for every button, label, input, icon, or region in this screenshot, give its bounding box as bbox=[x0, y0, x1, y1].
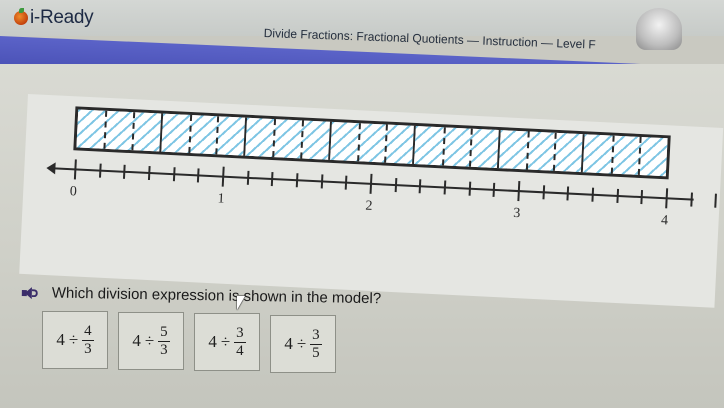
number-line-tick bbox=[444, 180, 447, 194]
avatar bbox=[636, 8, 682, 50]
number-line-tick bbox=[246, 171, 249, 185]
number-line-tick bbox=[394, 178, 397, 192]
number-line-tick bbox=[616, 189, 619, 203]
choice-whole: 4 bbox=[208, 332, 217, 351]
number-line-tick bbox=[641, 190, 644, 204]
division-sign: ÷ bbox=[220, 332, 231, 351]
brand-name: i-Ready bbox=[30, 7, 94, 28]
answer-choice-2[interactable] bbox=[118, 312, 184, 370]
numerator: 3 bbox=[236, 324, 244, 341]
number-line-tick bbox=[296, 173, 299, 187]
lesson-title: Divide Fractions: Fractional Quotients — Instruction — Level F bbox=[263, 26, 596, 52]
number-line-major-tick bbox=[665, 188, 668, 208]
number-line-tick bbox=[99, 164, 102, 178]
numerator: 5 bbox=[160, 323, 168, 340]
number-line-tick bbox=[591, 188, 594, 202]
numerator: 3 bbox=[312, 326, 320, 343]
denominator: 3 bbox=[160, 341, 168, 358]
number-line-label: 3 bbox=[512, 205, 521, 222]
choice-fraction bbox=[82, 324, 94, 357]
denominator: 3 bbox=[84, 340, 92, 357]
question-text: Which division expression is shown in the model? bbox=[51, 284, 382, 308]
arrow-left-icon bbox=[46, 162, 56, 174]
answer-choices bbox=[42, 311, 336, 369]
division-sign: ÷ bbox=[68, 330, 79, 349]
number-line-tick bbox=[173, 167, 176, 181]
number-line-label: 2 bbox=[365, 198, 373, 214]
number-line-tick bbox=[567, 186, 570, 200]
fraction-bar-model bbox=[73, 106, 670, 179]
bar-segment bbox=[245, 118, 331, 160]
i-ready-logo bbox=[14, 7, 93, 29]
choice-whole: 4 bbox=[56, 330, 65, 349]
answer-choice-3[interactable] bbox=[194, 313, 260, 371]
number-line-tick bbox=[715, 194, 718, 208]
lesson-content bbox=[0, 64, 724, 408]
number-line-tick bbox=[345, 176, 348, 190]
choice-fraction bbox=[310, 328, 322, 361]
choice-fraction bbox=[234, 326, 246, 359]
number-line-label: 0 bbox=[69, 184, 78, 200]
i-ready-logo-icon bbox=[14, 11, 28, 25]
choice-whole: 4 bbox=[132, 331, 141, 350]
speaker-icon[interactable] bbox=[22, 286, 36, 298]
number-line-major-tick bbox=[74, 159, 77, 179]
bar-segment bbox=[161, 114, 247, 156]
choice-fraction bbox=[158, 325, 170, 358]
number-line-tick bbox=[542, 185, 545, 199]
number-line-tick bbox=[468, 182, 471, 196]
division-sign: ÷ bbox=[144, 331, 155, 350]
bar-segment bbox=[76, 109, 162, 151]
answer-choice-1[interactable] bbox=[42, 311, 108, 369]
bar-segment bbox=[330, 122, 416, 164]
number-line-major-tick bbox=[517, 181, 520, 201]
denominator: 4 bbox=[236, 342, 244, 359]
number-line-major-tick bbox=[370, 174, 373, 194]
number-line-major-tick bbox=[222, 167, 225, 187]
mouse-cursor-icon bbox=[237, 296, 245, 310]
number-line-tick bbox=[123, 165, 126, 179]
number-line-tick bbox=[690, 192, 693, 206]
bar-segment bbox=[583, 134, 667, 176]
number-line-tick bbox=[197, 168, 200, 182]
bar-segment bbox=[414, 126, 500, 168]
number-line-label: 4 bbox=[660, 213, 669, 229]
number-line-tick bbox=[271, 172, 274, 186]
denominator: 5 bbox=[312, 344, 320, 361]
choice-whole: 4 bbox=[284, 334, 293, 353]
division-sign: ÷ bbox=[296, 334, 307, 353]
answer-choice-4[interactable] bbox=[270, 315, 336, 373]
model-panel bbox=[19, 94, 723, 308]
number-line-tick bbox=[320, 174, 323, 188]
bar-segment bbox=[499, 130, 585, 172]
number-line-label: 1 bbox=[217, 191, 225, 207]
number-line-tick bbox=[493, 183, 496, 197]
numerator: 4 bbox=[84, 322, 92, 339]
number-line-tick bbox=[419, 179, 422, 193]
number-line-tick bbox=[148, 166, 151, 180]
